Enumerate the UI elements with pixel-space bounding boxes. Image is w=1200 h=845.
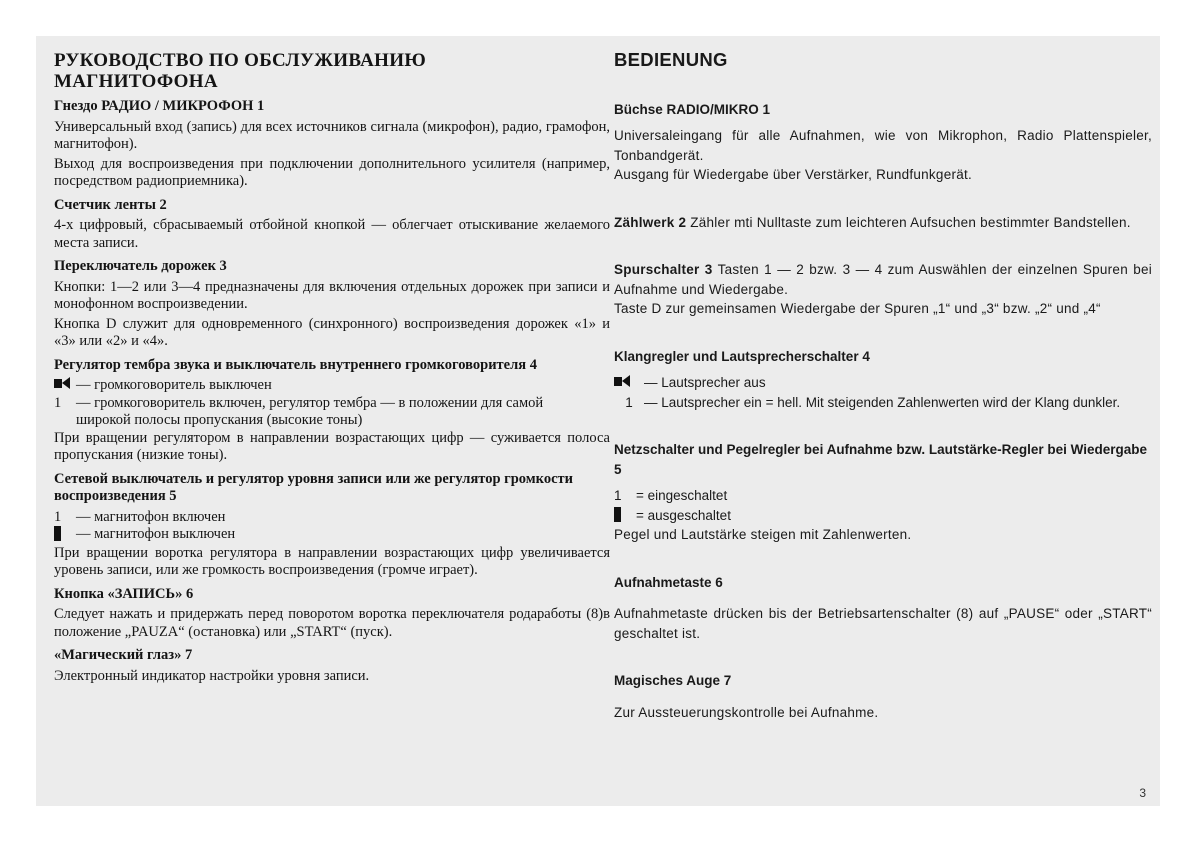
ru-section-magic-eye	[54, 647, 610, 685]
speaker-icon	[54, 377, 76, 395]
de-section-heading: Netzschalter und Pegelregler bei Aufnahme bzw. Lautstärke-Regler bei Wiedergabe 5	[614, 442, 1148, 477]
de-section-track-switch	[614, 260, 1152, 319]
ru-legend-row	[54, 377, 610, 395]
de-paragraph	[614, 260, 1152, 299]
de-section-tone-control	[614, 347, 1152, 413]
off-bar-icon	[614, 506, 636, 526]
ru-section-tone-control	[54, 357, 610, 465]
ru-paragraph: Универсальный вход (запись) для всех источников сигнала (микрофон), радио, грамофон, магнитофон).	[54, 118, 610, 152]
russian-column	[54, 50, 610, 691]
de-legend-text: — Lautsprecher ein = hell. Mit steigenden Zahlenwerten wird der Klang dunkler.	[644, 394, 1121, 410]
ru-paragraph: Кнопки: 1—2 или 3—4 предназначены для включения отдельных дорожек при записи и монофонном воспроизведении.	[54, 278, 610, 312]
ru-legend-symbol: 1	[54, 394, 62, 411]
ru-legend-row	[54, 395, 610, 430]
ru-section-radio-socket	[54, 98, 610, 191]
ru-legend-row	[54, 509, 610, 527]
speaker-icon	[614, 373, 644, 393]
off-bar-icon	[54, 526, 76, 545]
ru-section-heading: «Магический глаз» 7	[54, 647, 193, 663]
ru-legend-text: — магнитофон выключен	[76, 526, 236, 542]
de-section-magic-eye	[614, 671, 1152, 722]
de-legend-row	[614, 486, 1152, 506]
de-section-counter	[614, 213, 1152, 233]
ru-section-record-button	[54, 586, 610, 642]
de-legend-row	[614, 393, 1152, 413]
ru-section-heading: Переключатель дорожек 3	[54, 258, 227, 274]
de-inline-heading: Zählwerk 2	[614, 214, 687, 230]
de-section-heading: Büchse RADIO/MIKRO 1	[614, 101, 771, 117]
ru-legend-text: — громкоговоритель выключен	[76, 377, 272, 393]
ru-paragraph: Электронный индикатор настройки уровня записи.	[54, 667, 370, 684]
ru-legend-text: — громкоговоритель включен, регулятор тембра — в положении для самой широкой полосы пропускания (высокие тоны)	[76, 394, 544, 428]
de-paragraph: Taste D zur gemeinsamen Wiedergabe der Spuren „1“ und „3“ bzw. „2“ und „4“	[614, 301, 1101, 316]
german-column	[614, 50, 1152, 750]
de-paragraph	[614, 213, 1152, 233]
de-legend-row	[614, 373, 1152, 393]
de-section-record-button	[614, 573, 1152, 644]
ru-section-heading: Гнездо РАДИО / МИКРОФОН 1	[54, 98, 265, 114]
ru-paragraph: При вращении регулятором в направлении возрастающих цифр — суживается полоса пропускания (низкие тоны).	[54, 429, 610, 463]
de-legend-symbol: 1	[614, 488, 622, 503]
de-legend-text: = eingeschaltet	[636, 488, 728, 503]
ru-title-line2: МАГНИТОФОНА	[54, 71, 218, 92]
de-inline-heading: Spurschalter 3	[614, 262, 713, 277]
manual-page	[36, 36, 1160, 806]
de-legend-text: = ausgeschaltet	[636, 507, 731, 523]
de-legend-symbol: 1	[625, 394, 633, 410]
de-legend-row	[614, 506, 1152, 526]
de-title: BEDIENUNG	[614, 49, 728, 70]
de-inline-text: Tasten 1 — 2 bzw. 3 — 4 zum Auswählen der einzelnen Spuren bei Aufnahme und Wiedergabe.	[614, 262, 1152, 297]
de-inline-text: Zähler mti Nulltaste zum leichteren Aufsuchen bestimmter Bandstellen.	[690, 214, 1131, 230]
ru-title	[54, 50, 610, 92]
ru-section-heading: Сетевой выключатель и регулятор уровня записи или же регулятор громкости воспроизведения 5	[54, 470, 573, 504]
de-section-radio-socket	[614, 100, 1152, 185]
de-section-heading: Klangregler und Lautsprecherschalter 4	[614, 348, 870, 364]
ru-paragraph: При вращении воротка регулятора в направлении возрастающих цифр увеличивается уровень записи, или же громкость воспроизведения (громче играет).	[54, 544, 610, 578]
ru-paragraph: Следует нажать и придержать перед поворотом воротка переключателя родаработы (8)в положение „PAUZA“ (остановка) или „START“ (пуск).	[54, 606, 610, 640]
de-legend-text: — Lautsprecher aus	[644, 375, 766, 390]
ru-legend-symbol: 1	[54, 508, 62, 525]
ru-paragraph: 4-х цифровый, сбрасываемый отбойной кнопкой — облегчает отыскивание желаемого места записи.	[54, 217, 610, 251]
de-paragraph: Pegel und Lautstärke steigen mit Zahlenwerten.	[614, 527, 912, 542]
ru-legend-text: — магнитофон включен	[76, 508, 226, 525]
ru-section-track-switch	[54, 258, 610, 351]
de-paragraph: Zur Aussteuerungskontrolle bei Aufnahme.	[614, 704, 879, 720]
ru-title-line1: РУКОВОДСТВО ПО ОБСЛУЖИВАНИЮ	[54, 50, 427, 71]
de-section-heading: Magisches Auge 7	[614, 673, 732, 688]
ru-section-heading: Счетчик ленты 2	[54, 196, 167, 213]
page-number: 3	[1139, 786, 1146, 800]
ru-legend-row	[54, 526, 610, 545]
de-section-heading: Aufnahmetaste 6	[614, 574, 723, 590]
ru-section-power-switch	[54, 471, 610, 580]
ru-paragraph: Кнопка D служит для одновременного (синхронного) воспроизведения дорожек «1» и «3» или «2» и «4».	[54, 315, 610, 349]
ru-section-heading: Кнопка «ЗАПИСЬ» 6	[54, 585, 194, 602]
ru-paragraph: Выход для воспроизведения при подключении дополнительного усилителя (например, посредством радиоприемника).	[54, 155, 610, 189]
de-paragraph: Ausgang für Wiedergabe über Verstärker, Rundfunkgerät.	[614, 167, 972, 182]
de-paragraph: Universaleingang für alle Aufnahmen, wie von Mikrophon, Radio Plattenspieler, Tonbandgerät.	[614, 128, 1152, 163]
ru-section-heading: Регулятор тембра звука и выключатель внутреннего громкоговорителя 4	[54, 356, 537, 373]
de-paragraph: Aufnahmetaste drücken bis der Betriebsartenschalter (8) auf „PAUSE“ oder „START“ geschaltet ist.	[614, 606, 1152, 641]
de-section-power-switch	[614, 440, 1152, 545]
ru-section-tape-counter	[54, 197, 610, 253]
